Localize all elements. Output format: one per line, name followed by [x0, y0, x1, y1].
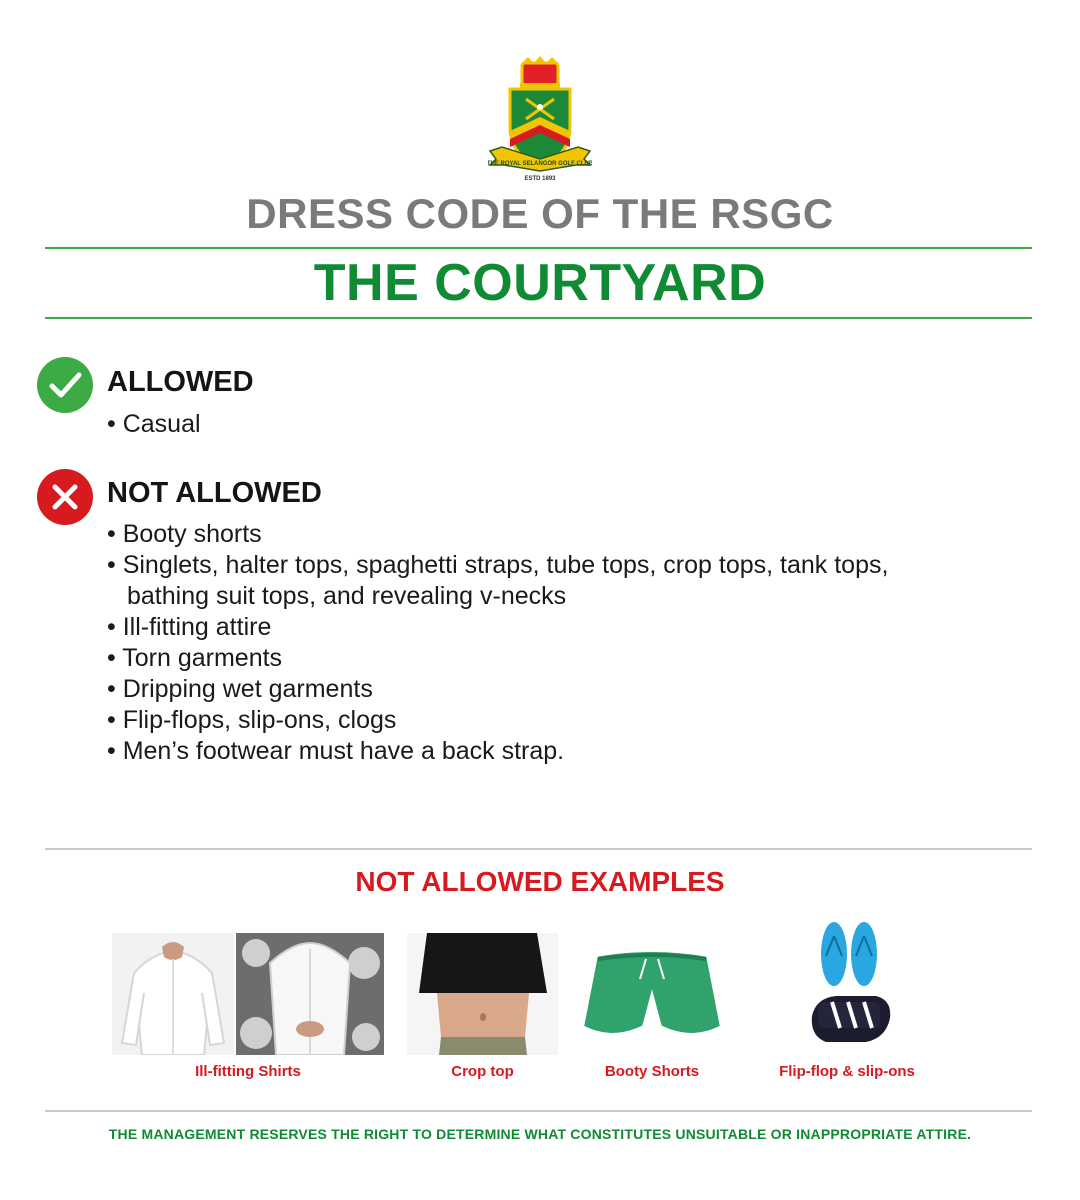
- ill-fitting-shirt-image-1: [112, 933, 234, 1055]
- caption-booty-shorts: Booty Shorts: [604, 1063, 700, 1080]
- list-item: • Singlets, halter tops, spaghetti straps, tube tops, crop tops, tank tops, bathing suit tops, and revealing v-necks: [107, 550, 967, 612]
- caption-flip-flops: Flip-flop & slip-ons: [779, 1063, 915, 1080]
- top-divider: [45, 247, 1032, 249]
- list-item: • Booty shorts: [107, 519, 967, 550]
- venue-divider: [45, 317, 1032, 319]
- crest-estd-text: ESTD 1893: [524, 176, 556, 182]
- allowed-list: [107, 409, 1007, 440]
- club-crest-logo: [488, 55, 592, 185]
- list-item: • Torn garments: [107, 643, 967, 674]
- examples-divider: [45, 848, 1032, 850]
- footer-divider: [45, 1110, 1032, 1112]
- check-icon: [37, 357, 93, 413]
- list-item: • Flip-flops, slip-ons, clogs: [107, 705, 967, 736]
- caption-crop-top: Crop top: [451, 1063, 514, 1080]
- management-disclaimer: THE MANAGEMENT RESERVES THE RIGHT TO DETERMINE WHAT CONSTITUTES UNSUITABLE OR INAPPROPRIATE ATTIRE.: [108, 1126, 972, 1142]
- caption-shirts: Ill-fitting Shirts: [195, 1063, 301, 1080]
- not-allowed-list: [107, 519, 967, 767]
- allowed-heading: ALLOWED: [107, 366, 254, 398]
- list-item: • Casual: [107, 409, 1007, 440]
- crest-banner-text: THE ROYAL SELANGOR GOLF CLUB: [488, 161, 592, 167]
- examples-title: NOT ALLOWED EXAMPLES: [355, 866, 725, 897]
- list-item: • Men’s footwear must have a back strap.: [107, 736, 967, 767]
- list-item: • Ill-fitting attire: [107, 612, 967, 643]
- ill-fitting-shirt-image-2: [236, 933, 384, 1055]
- cross-icon: [37, 469, 93, 525]
- list-item: • Dripping wet garments: [107, 674, 967, 705]
- crop-top-image: [407, 933, 558, 1055]
- flip-flops-image: [806, 920, 892, 1050]
- not-allowed-heading: NOT ALLOWED: [107, 477, 322, 509]
- venue-title: THE COURTYARD: [313, 254, 767, 312]
- document-title: DRESS CODE OF THE RSGC: [246, 190, 834, 237]
- booty-shorts-image: [576, 933, 728, 1055]
